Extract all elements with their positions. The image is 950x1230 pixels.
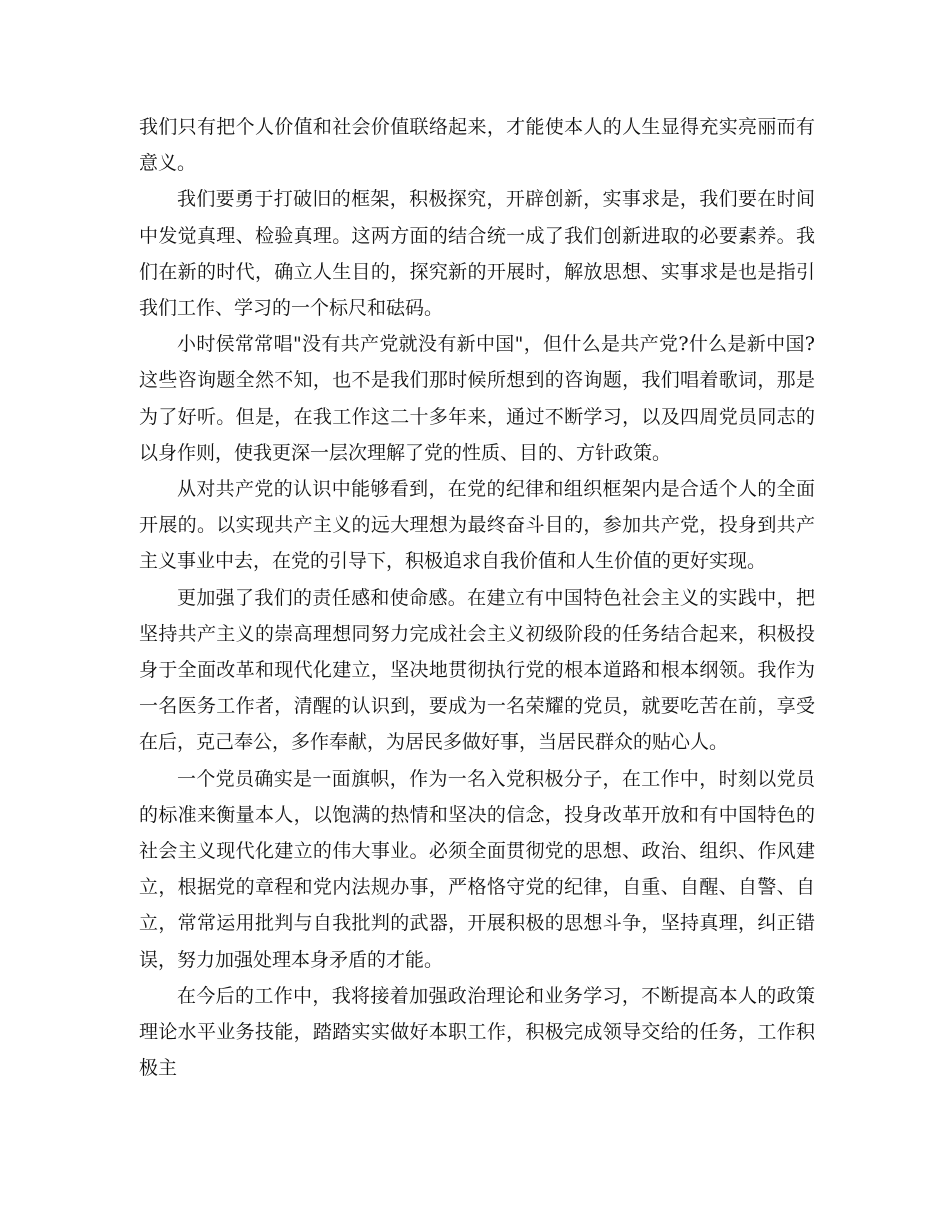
document-body [139, 109, 815, 1086]
paragraph-6: 一个党员确实是一面旗帜，作为一名入党积极分子，在工作中，时刻以党员的标准来衡量本人，以饱满的热情和坚决的信念，投身改革开放和有中国特色的社会主义现代化建立的伟大事业。必须全面贯彻党的思想、政治、组织、作风建立，根据党的章程和党内法规办事，严格恪守党的纪律，自重、自醒、自警、自立，常常运用批判与自我批判的武器，开展积极的思想斗争，坚持真理，纠正错误，努力加强处理本身矛盾的才能。 [139, 767, 815, 971]
paragraph-3: 小时侯常常唱"没有共产党就没有新中国"，但什么是共产党?什么是新中国?这些咨询题全然不知，也不是我们那时候所想到的咨询题，我们唱着歌词，那是为了好听。但是，在我工作这二十多年来，通过不断学习，以及四周党员同志的以身作则，使我更深一层次理解了党的性质、目的、方针政策。 [139, 333, 815, 464]
paragraph-7: 在今后的工作中，我将接着加强政治理论和业务学习，不断提高本人的政策理论水平业务技能，踏踏实实做好本职工作，积极完成领导交给的任务，工作积极主 [139, 984, 815, 1080]
paragraph-4: 从对共产党的认识中能够看到，在党的纪律和组织框架内是合适个人的全面开展的。以实现共产主义的远大理想为最终奋斗目的，参加共产党，投身到共产主义事业中去，在党的引导下，积极追求自我价值和人生价值的更好实现。 [139, 478, 815, 573]
paragraph-2: 我们要勇于打破旧的框架，积极探究，开辟创新，实事求是，我们要在时间中发觉真理、检验真理。这两方面的结合统一成了我们创新进取的必要素养。我们在新的时代，确立人生目的，探究新的开展时，解放思想、实事求是也是指引我们工作、学习的一个标尺和砝码。 [139, 188, 815, 320]
paragraph-5: 更加强了我们的责任感和使命感。在建立有中国特色社会主义的实践中，把坚持共产主义的崇高理想同努力完成社会主义初级阶段的任务结合起来，积极投身于全面改革和现代化建立，坚决地贯彻执行党的根本道路和根本纲领。我作为一名医务工作者，清醒的认识到，要成为一名荣耀的党员，就要吃苦在前，享受在后，克己奉公，多作奉献，为居民多做好事，当居民群众的贴心人。 [139, 586, 815, 754]
paragraph-1: 我们只有把个人价值和社会价值联络起来，才能使本人的人生显得充实亮丽而有意义。 [139, 116, 815, 175]
